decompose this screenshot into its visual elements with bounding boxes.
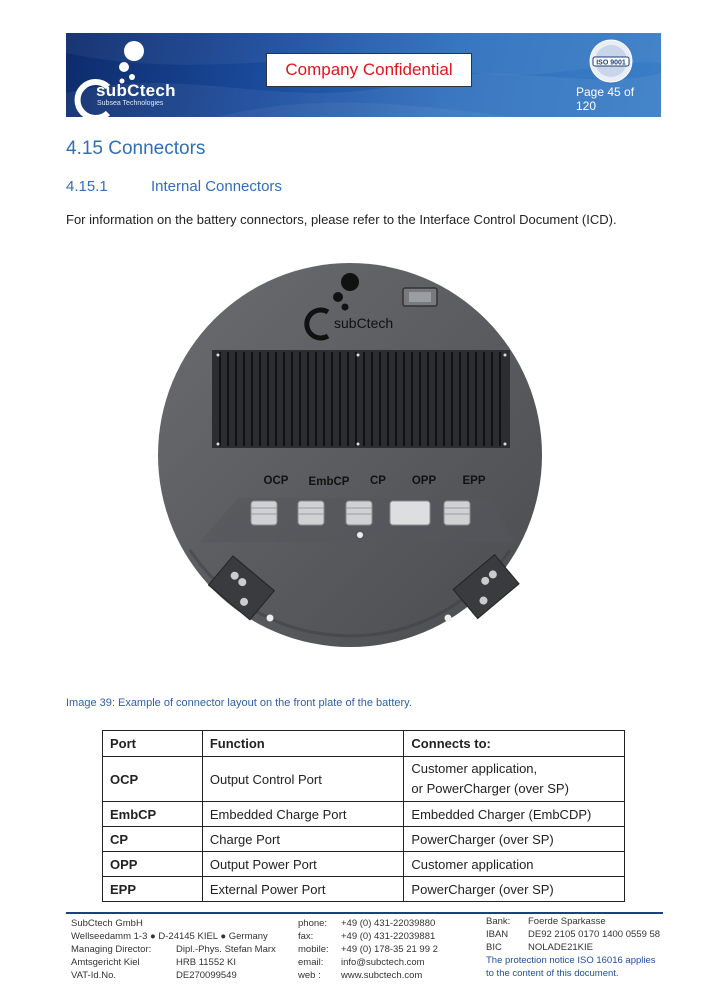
footer-phone-label: phone:	[298, 918, 328, 929]
subsection-heading: Internal Connectors	[151, 178, 282, 195]
table-cell-function: Output Power Port	[202, 852, 404, 877]
table-cell-function: Embedded Charge Port	[202, 802, 404, 827]
iso-badge-text: ISO 9001	[596, 59, 626, 67]
table-cell-connects	[404, 757, 625, 802]
table-cell-port: EPP	[103, 877, 203, 902]
connector-label: OCP	[263, 475, 289, 487]
table-cell-port: EmbCP	[103, 802, 203, 827]
plate-logo-text: subCtech	[334, 315, 394, 331]
connector-table	[102, 730, 625, 902]
footer-address: Wellseedamm 1-3 ● D-24145 KIEL ● Germany	[71, 931, 268, 942]
section-heading: 4.15 Connectors	[66, 138, 206, 159]
footer-email-label: email:	[298, 957, 324, 968]
footer-fax-label: fax:	[298, 931, 314, 942]
footer-vat-label: VAT-Id.No.	[71, 970, 117, 981]
table-cell-connects: PowerCharger (over SP)	[404, 877, 625, 902]
intro-paragraph: For information on the battery connectors, please refer to the Interface Control Document (ICD).	[66, 212, 617, 227]
confidential-label: Company Confidential	[266, 53, 472, 87]
footer-notice-line1: The protection notice ISO 16016 applies	[486, 955, 656, 966]
logo-brand-text: subCtech	[96, 81, 176, 100]
connector-label: EmbCP	[308, 476, 350, 488]
footer-web-value: www.subctech.com	[341, 970, 423, 981]
table-row	[103, 852, 625, 877]
logo-subtitle: Subsea Technologies	[97, 100, 164, 107]
footer-bank-label: Bank:	[486, 916, 511, 927]
footer-iban-value: DE92 2105 0170 1400 0559 58	[528, 929, 661, 940]
table-cell-function: Charge Port	[202, 827, 404, 852]
table-header-cell: Function	[202, 731, 404, 757]
footer-md-label: Managing Director:	[71, 944, 152, 955]
header-banner	[66, 33, 661, 117]
table-cell-connects: Embedded Charger (EmbCDP)	[404, 802, 625, 827]
table-row	[103, 827, 625, 852]
footer-notice-line2: to the content of this document.	[486, 968, 619, 979]
connector-label: OPP	[411, 475, 437, 487]
footer-web-label: web :	[298, 970, 321, 981]
footer-company: SubCtech GmbH	[71, 918, 143, 929]
footer-bic-value: NOLADE21KIE	[528, 942, 593, 953]
connector-label: EPP	[462, 475, 486, 487]
table-cell-function: Output Control Port	[202, 757, 404, 802]
figure-caption: Image 39: Example of connector layout on the front plate of the battery.	[66, 697, 412, 709]
table-cell-port: OPP	[103, 852, 203, 877]
table-cell-line: Customer application,	[411, 761, 538, 776]
footer-md-value: Dipl.-Phys. Stefan Marx	[176, 944, 276, 955]
table-row	[103, 757, 625, 802]
table-cell-port: CP	[103, 827, 203, 852]
footer-bank-value: Foerde Sparkasse	[528, 916, 606, 927]
footer-phone-value: +49 (0) 431-22039880	[341, 918, 436, 929]
footer-email-value: info@subctech.com	[341, 957, 425, 968]
table-cell-connects: PowerCharger (over SP)	[404, 827, 625, 852]
table-header-cell: Port	[103, 731, 203, 757]
subsection-number: 4.15.1	[66, 178, 108, 195]
heatsink	[212, 350, 510, 448]
connector-label: CP	[370, 475, 386, 487]
table-cell-function: External Power Port	[202, 877, 404, 902]
table-row	[103, 877, 625, 902]
footer-iban-label: IBAN	[486, 929, 509, 940]
table-cell-port: OCP	[103, 757, 203, 802]
table-cell-line: or PowerCharger (over SP)	[411, 781, 569, 796]
footer-bic-label: BIC	[486, 942, 502, 953]
table-header-row	[103, 731, 625, 757]
table-row	[103, 802, 625, 827]
footer-vat-value: DE270099549	[176, 970, 237, 981]
page-number: Page 45 of 120	[576, 85, 635, 113]
footer-mobile-label: mobile:	[298, 944, 329, 955]
battery-front-plate-image	[150, 250, 550, 670]
iso-badge-icon	[589, 39, 633, 83]
footer-court-label: Amtsgericht Kiel	[71, 957, 140, 968]
table-cell-connects: Customer application	[404, 852, 625, 877]
footer-divider	[66, 912, 663, 914]
table-header-cell: Connects to:	[404, 731, 625, 757]
footer-mobile-value: +49 (0) 178-35 21 99 2	[341, 944, 438, 955]
footer-court-value: HRB 11552 KI	[176, 957, 237, 968]
footer-fax-value: +49 (0) 431-22039881	[341, 931, 436, 942]
